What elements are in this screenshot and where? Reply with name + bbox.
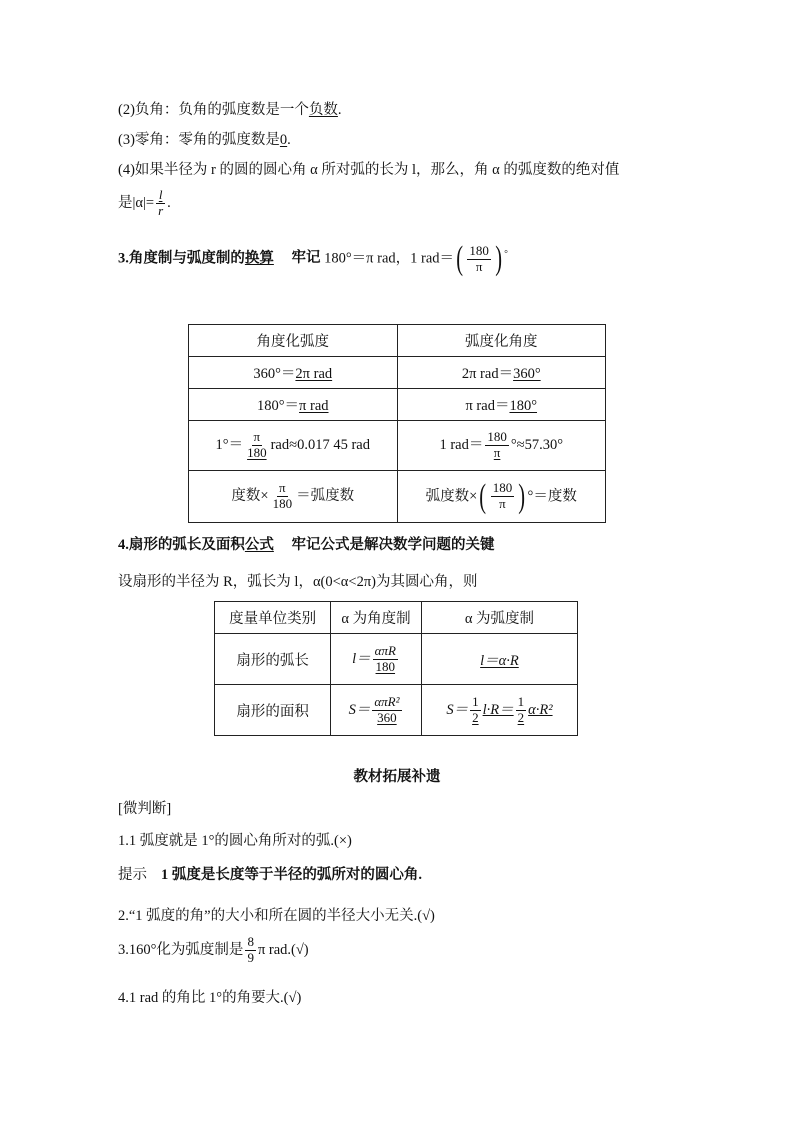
negative-angle-line: (2)负角：负角的弧度数是一个负数.	[118, 102, 342, 118]
table-header: 角度化弧度	[189, 325, 398, 357]
table-row: 360°＝2π rad 2π rad＝360°	[189, 357, 606, 389]
table-header: α 为弧度制	[421, 602, 577, 634]
zero-angle-line: (3)零角：零角的弧度数是0.	[118, 132, 291, 148]
table-row: 度数× $\frac{\pi}{180}$ ＝弧度数 弧度数×( $\frac{180}{\pi}$ ) °＝度数	[189, 471, 606, 523]
table-row: 扇形的面积 S＝ $\frac{\text{απR²}}{360}$ S＝ $\frac{1}{2}$ l·R＝ $\frac{1}{2}$ α·R²	[215, 685, 578, 736]
sector-table	[214, 601, 578, 736]
abs-alpha-line: 是|α|= $\frac{l}{r}$ .	[118, 187, 171, 218]
conversion-table	[188, 324, 606, 523]
table-header: 度量单位类别	[215, 602, 331, 634]
zero-angle-answer: 0	[279, 132, 288, 148]
question-1: 1.1 弧度就是 1°的圆心角所对的弧.(×)	[118, 833, 352, 849]
table-row: 1°＝ $\frac{\pi}{180}$ rad≈0.017 45 rad 1 rad＝ $\frac{180}{\pi}$ °≈57.30°	[189, 421, 606, 471]
radian-definition-line: (4)如果半径为 r 的圆的圆心角 α 所对弧的长为 l，那么，角 α 的弧度数的绝对值	[118, 162, 620, 178]
table-header: 弧度化角度	[397, 325, 606, 357]
question-2: 2.“1 弧度的角”的大小和所在圆的半径大小无关.(√)	[118, 908, 435, 924]
micro-judgment-tag: [微判断]	[118, 801, 172, 817]
question-3: 3.160°化为弧度制是 $\frac{8}{9}$ π rad.(√)	[118, 934, 309, 965]
supplement-title: 教材拓展补遗	[353, 769, 441, 785]
negative-angle-answer: 负数	[308, 102, 338, 118]
rad-conversion-fraction: $\frac{180}{\pi}$	[469, 242, 489, 274]
l-over-r-fraction: $\frac{l}{r}$	[158, 187, 164, 218]
table-header: α 为角度制	[331, 602, 422, 634]
section3-heading: 3.角度制与弧度制的换算 牢记 180°＝π rad，1 rad＝( $\frac{180}{\pi}$ ) °	[118, 240, 508, 277]
hint-line: 提示 1 弧度是长度等于半径的弧所对的圆心角.	[118, 867, 422, 883]
table-row: 180°＝π rad π rad＝180°	[189, 389, 606, 421]
question-4: 4.1 rad 的角比 1°的角要大.(√)	[118, 990, 302, 1006]
sector-intro: 设扇形的半径为 R，弧长为 l，α(0<α<2π)为其圆心角，则	[118, 574, 478, 590]
section4-heading: 4.扇形的弧长及面积公式 牢记公式是解决数学问题的关键	[118, 537, 495, 553]
table-row: 扇形的弧长 l＝ $\frac{\text{απR}}{180}$ l＝α·R	[215, 634, 578, 685]
